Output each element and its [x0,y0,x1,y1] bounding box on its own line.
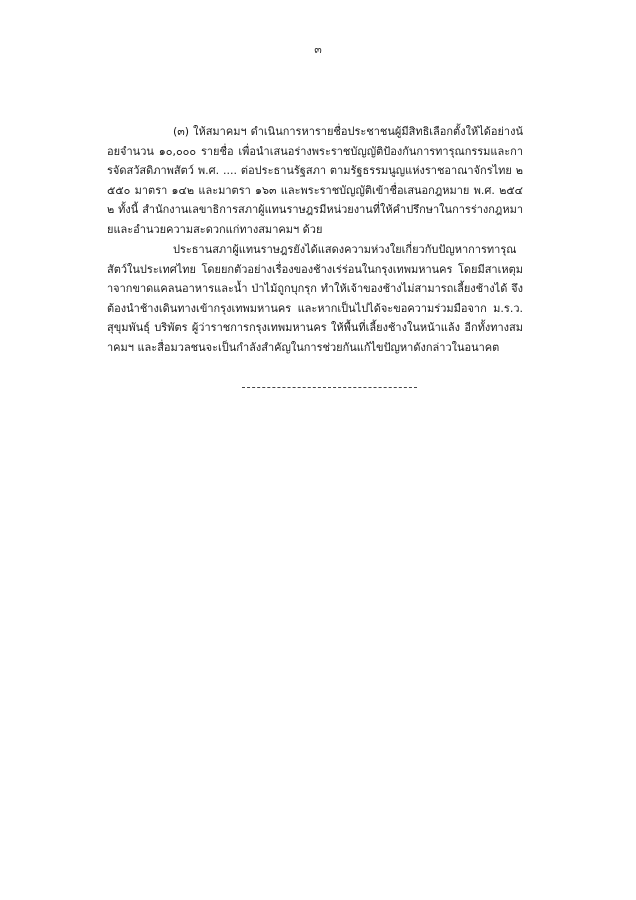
paragraph-item-3: (๓) ให้สมาคมฯ ดำเนินการหารายชื่อประชาชนผู้มีสิทธิเลือกตั้งให้ได้อย่างน้อยจำนวน ๑๐,๐๐๐ รายชื่อ เพื่อนำเสนอร่างพระราชบัญญัติป้องกันการทารุณกรรมและการจัดสวัสดิภาพสัตว์ พ.ศ. .... ต่อประธานรัฐสภา ตามรัฐธรรมนูญแห่งราชอาณาจักรไทย ๒๕๕๐ มาตรา ๑๔๒ และมาตรา ๑๖๓ และพระราชบัญญัติเข้าชื่อเสนอกฎหมาย พ.ศ. ๒๕๔๒ ทั้งนี้ สำนักงานเลขาธิการสภาผู้แทนราษฎรมีหน่วยงานที่ให้คำปรึกษาในการร่างกฎหมายและอำนวยความสะดวกแก่ทางสมาคมฯ ด้วย [107,125,523,236]
document-body [107,122,523,357]
page-number: ๓ [314,43,322,56]
paragraph-speaker-concern: ประธานสภาผู้แทนราษฎรยังได้แสดงความห่วงใยเกี่ยวกับปัญหาการทารุณสัตว์ในประเทศไทย โดยยกตัวอย่างเรื่องของช้างเร่ร่อนในกรุงเทพมหานคร โดยมีสาเหตุมาจากขาดแคลนอาหารและน้ำ ป่าไม้ถูกบุกรุก ทำให้เจ้าของช้างไม่สามารถเลี้ยงช้างได้ จึงต้องนำช้างเดินทางเข้ากรุงเทพมหานคร และหากเป็นไปได้จะขอความร่วมมือจาก ม.ร.ว. สุขุมพันธุ์ บริพัตร ผู้ว่าราชการกรุงเทพมหานคร ให้พื้นที่เลี้ยงช้างในหน้าแล้ง อีกทั้งทางสมาคมฯ และสื่อมวลชนจะเป็นกำลังสำคัญในการช่วยกันแก้ไขปัญหาดังกล่าวในอนาคต [107,243,523,354]
end-of-section-divider [242,387,417,388]
